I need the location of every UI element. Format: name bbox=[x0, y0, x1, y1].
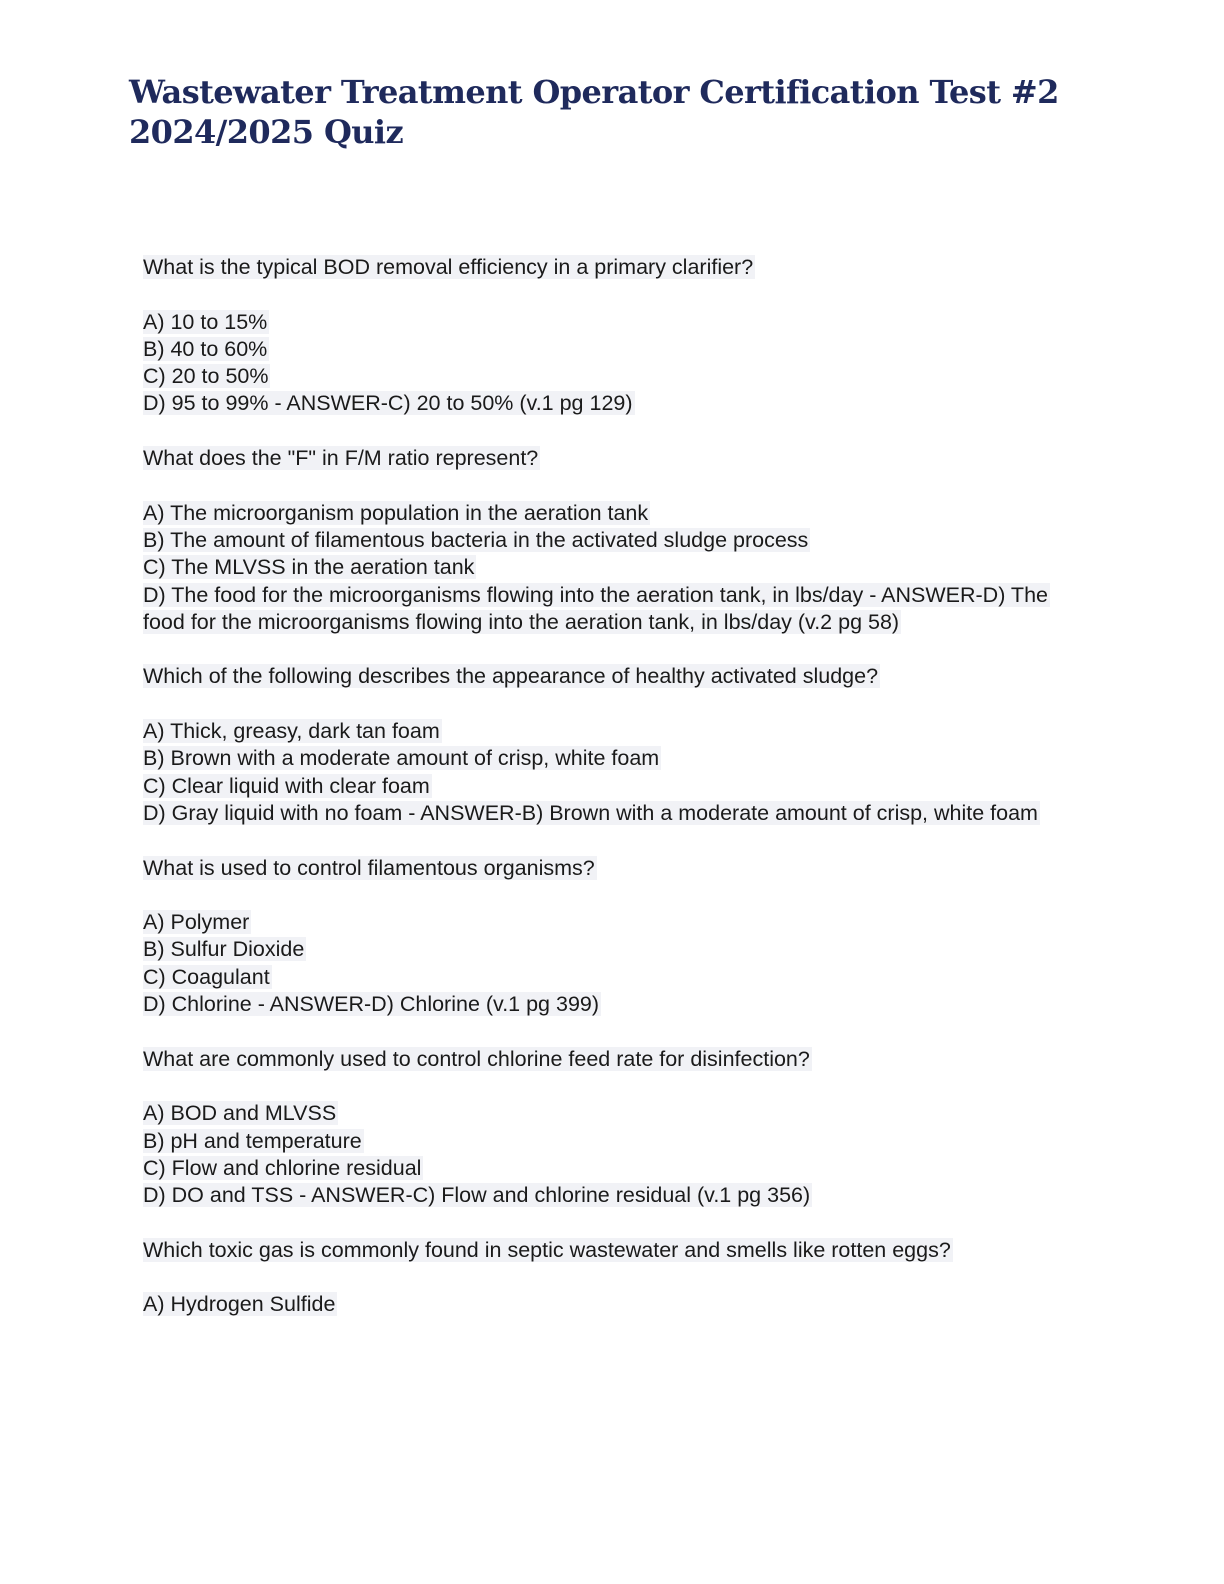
answer-option: A) BOD and MLVSS bbox=[143, 1101, 337, 1126]
question-text: Which of the following describes the appearance of healthy activated sludge? bbox=[143, 664, 879, 689]
question-block bbox=[143, 1237, 1083, 1319]
answer-option: D) DO and TSS - ANSWER-C) Flow and chlorine residual (v.1 pg 356) bbox=[143, 1183, 811, 1208]
title-line-2: 2024/2025 Quiz bbox=[129, 113, 404, 151]
answer-option: C) Flow and chlorine residual bbox=[143, 1155, 422, 1180]
answer-option: D) Chlorine - ANSWER-D) Chlorine (v.1 pg 399) bbox=[143, 992, 600, 1017]
answer-option: C) The MLVSS in the aeration tank bbox=[143, 555, 475, 580]
answer-option: B) Brown with a moderate amount of crisp, white foam bbox=[143, 746, 660, 771]
answer-option: D) Gray liquid with no foam - ANSWER-B) Brown with a moderate amount of crisp, white foam bbox=[143, 800, 1038, 825]
title-line-1: Wastewater Treatment Operator Certification Test #2 bbox=[129, 73, 1059, 111]
answer-option: A) The microorganism population in the aeration tank bbox=[143, 500, 649, 525]
question-text: What is used to control filamentous organisms? bbox=[143, 855, 595, 880]
quiz-content bbox=[143, 254, 1083, 1346]
question-block bbox=[143, 663, 1083, 827]
question-block bbox=[143, 254, 1083, 418]
answer-option: A) Thick, greasy, dark tan foam bbox=[143, 719, 440, 744]
answer-option: B) Sulfur Dioxide bbox=[143, 937, 305, 962]
answer-option: C) Clear liquid with clear foam bbox=[143, 773, 430, 798]
answer-option: B) 40 to 60% bbox=[143, 336, 268, 361]
question-block bbox=[143, 855, 1083, 1019]
question-text: Which toxic gas is commonly found in septic wastewater and smells like rotten eggs? bbox=[143, 1237, 951, 1262]
answer-option: C) 20 to 50% bbox=[143, 364, 269, 389]
answer-option: D) The food for the microorganisms flowing into the aeration tank, in lbs/day - ANSWER-D) The food for the microorganisms flowing into the aeration tank, in lbs/day (v.2 pg 58) bbox=[143, 582, 1048, 634]
question-text: What does the "F" in F/M ratio represent? bbox=[143, 446, 539, 471]
question-block bbox=[143, 1046, 1083, 1210]
answer-option: C) Coagulant bbox=[143, 964, 270, 989]
question-block bbox=[143, 445, 1083, 636]
answer-option: D) 95 to 99% - ANSWER-C) 20 to 50% (v.1 pg 129) bbox=[143, 391, 633, 416]
answer-option: B) pH and temperature bbox=[143, 1128, 362, 1153]
answer-option: A) Polymer bbox=[143, 910, 250, 935]
answer-option: A) Hydrogen Sulfide bbox=[143, 1292, 336, 1317]
question-text: What is the typical BOD removal efficiency in a primary clarifier? bbox=[143, 255, 754, 279]
answer-option: A) 10 to 15% bbox=[143, 309, 268, 334]
answer-option: B) The amount of filamentous bacteria in the activated sludge process bbox=[143, 527, 809, 552]
page-title bbox=[129, 72, 1129, 152]
question-text: What are commonly used to control chlorine feed rate for disinfection? bbox=[143, 1046, 810, 1071]
